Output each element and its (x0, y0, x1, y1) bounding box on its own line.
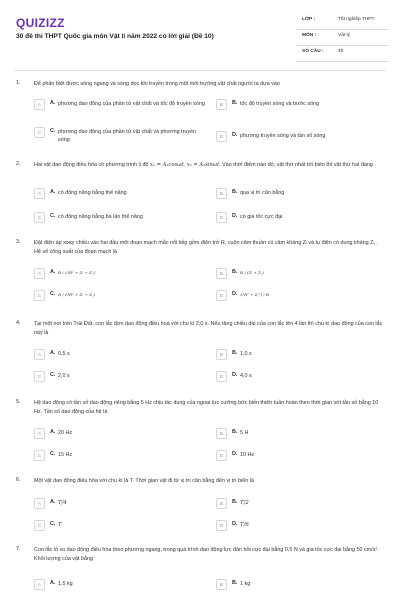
option-d[interactable] (216, 447, 386, 465)
formula: R / (Zₗ + Z꜀) (240, 270, 264, 275)
option-b[interactable] (216, 425, 386, 443)
option-key: A. (50, 189, 56, 195)
option-a[interactable] (34, 265, 204, 283)
option-a[interactable] (34, 346, 204, 364)
option-key: D. (232, 451, 238, 457)
option-letter-box: D (216, 450, 227, 461)
option-key: B. (232, 350, 238, 356)
option-letter-box: B (216, 349, 227, 360)
option-d[interactable] (216, 128, 386, 146)
option-text: 5 H (240, 430, 249, 436)
question-text: Con lắc lò xo dao động điều hòa theo phương ngang, trong quá trình dao động lực đàn hồi cực đại bằng 0,5 N và gia tốc cực đại bằng 50 cm/s². Khối lượng của vật bằng (34, 547, 379, 562)
option-b[interactable] (216, 265, 386, 283)
option-letter-box: D (216, 520, 227, 531)
option-key: C. (50, 291, 56, 297)
formula: T/4 (58, 500, 67, 506)
option-letter-box: A (34, 268, 45, 279)
question-number: 6. (16, 477, 21, 483)
option-letter-box: A (34, 99, 45, 110)
option-text: tốc độ truyền sóng và bước sóng (240, 101, 320, 107)
class-label: LỚP : (302, 17, 316, 22)
option-key: B. (232, 429, 238, 435)
option-letter-box: A (34, 498, 45, 509)
option-b[interactable] (216, 346, 386, 364)
option-key: A. (50, 269, 56, 275)
question-text: Để phân biệt được sóng ngang và sóng dọc khi truyền trong một môi trường vật chất người ta dựa vào (34, 81, 280, 87)
option-c[interactable] (34, 209, 204, 227)
option-b[interactable] (216, 96, 386, 114)
option-key: C. (50, 128, 56, 134)
option-letter-box: C (34, 520, 45, 531)
quizizz-logo: QUIZIZZ (16, 16, 65, 30)
option-letter-box: B (216, 428, 227, 439)
question-text: Hệ dao động có tần số dao động riêng bằng 5 Hz chịu tác dụng của ngoại lực cưỡng bức biến thiên tuần hoàn theo thời gian với tần số bằng 10 Hz. Tần số dao động của hệ là (34, 400, 379, 415)
option-d[interactable] (216, 209, 386, 227)
option-text: 4,0 s (240, 373, 252, 379)
question-number: 7. (16, 546, 21, 552)
option-d[interactable] (216, 368, 386, 386)
formula: R / √(R² + Zₗ + Z꜀) (58, 292, 95, 297)
option-letter-box: D (216, 290, 227, 301)
option-a[interactable] (34, 185, 204, 203)
option-a[interactable] (34, 425, 204, 443)
option-key: C. (50, 213, 56, 219)
option-key: D. (232, 291, 238, 297)
option-letter-box: D (216, 131, 227, 142)
option-letter-box: C (34, 371, 45, 382)
question-number: 2. (16, 161, 21, 167)
meta-info (296, 14, 388, 62)
option-letter-box: C (34, 212, 45, 223)
formula: T/2 (240, 500, 249, 506)
option-text: phương dao động của phần tử vật chất và phương truyền sóng (58, 129, 197, 144)
option-key: B. (232, 189, 238, 195)
question-text: Tại một nơi trên Trái Đất, con lắc đơn dao động điều hoà với chu kì 2,0 s. Nếu tăng chiều dài của con lắc lên 4 lần thì chu kì dao động của con lắc này là (34, 321, 383, 336)
meta-row-subject (296, 30, 388, 46)
option-letter-box: C (34, 290, 45, 301)
option-letter-box: B (216, 99, 227, 110)
option-d[interactable] (216, 287, 386, 305)
question-text: Hai vật dao động điều hòa có phương trình li độ x₁ = A₁cosωt, x₂ = A₂sinωt. Vào thời điểm nào đó, vật thứ nhất tới biên thì vật thứ hai đang (34, 162, 373, 168)
question-count-label: SỐ CÂU : (302, 49, 324, 54)
option-key: B. (232, 499, 238, 505)
question-number: 3. (16, 239, 21, 245)
option-text: có gia tốc cực đại (240, 214, 283, 220)
option-text: qua vị trí cân bằng (240, 190, 285, 196)
question-number: 1. (16, 80, 21, 86)
option-text: 1,5 kg (58, 581, 73, 587)
option-text: 1 kg (240, 581, 251, 587)
option-text: có động năng bằng thế năng (58, 190, 127, 196)
formula: T (58, 522, 62, 528)
option-text: 15 Hz (58, 452, 73, 458)
question-text: Một vật dao động điều hòa với chu kì là T. Thời gian vật đi từ vị trí cân bằng đến vị trí biên là (34, 478, 254, 484)
option-letter-box: D (216, 371, 227, 382)
option-key: D. (232, 372, 238, 378)
option-a[interactable] (34, 495, 204, 513)
option-c[interactable] (34, 124, 204, 142)
option-text: 0,5 s (58, 351, 70, 357)
option-key: C. (50, 451, 56, 457)
option-key: A. (50, 350, 56, 356)
option-letter-box: B (216, 188, 227, 199)
class-value: Tốt nghiệp THPT (338, 17, 375, 22)
option-text: 10 Hz (240, 452, 255, 458)
option-c[interactable] (34, 447, 204, 465)
formula: T/6 (240, 522, 249, 528)
header-divider (14, 70, 386, 71)
option-key: B. (232, 580, 238, 586)
subject-label: MÔN : (302, 33, 317, 38)
option-letter-box: B (216, 268, 227, 279)
option-letter-box: A (34, 188, 45, 199)
option-letter-box: D (216, 212, 227, 223)
option-key: D. (232, 521, 238, 527)
option-text: 20 Hz (58, 430, 73, 436)
option-key: A. (50, 580, 56, 586)
meta-row-count (296, 46, 388, 62)
option-key: D. (232, 132, 238, 138)
option-a[interactable] (34, 576, 204, 594)
option-key: B. (232, 269, 238, 275)
option-text: phương dao động của phần tử vật chất và tốc độ truyền sóng (58, 101, 205, 107)
option-text: phương truyền sóng và tần số sóng (240, 133, 326, 139)
option-letter-box: A (34, 349, 45, 360)
option-text: có động năng bằng ba lần thế năng (58, 214, 143, 220)
option-b[interactable] (216, 495, 386, 513)
formula: R / √(R² + Zₗ − Z꜀) (58, 270, 95, 275)
option-key: B. (232, 100, 238, 106)
document-title: 30 đề thi THPT Quốc gia môn Vật lí năm 2022 có lời giải (Đề 10) (16, 33, 214, 40)
question-count-value: 40 (338, 49, 344, 54)
equation: x₁ = A₁cosωt, x₂ = A₂sinωt (149, 162, 220, 168)
option-text: 1,0 s (240, 351, 252, 357)
option-key: A. (50, 100, 56, 106)
option-text: 2,0 s (58, 373, 70, 379)
option-d[interactable] (216, 517, 386, 535)
document-header (0, 0, 400, 66)
option-letter-box: C (34, 127, 45, 138)
option-c[interactable] (34, 368, 204, 386)
option-letter-box: B (216, 579, 227, 590)
option-letter-box: A (34, 428, 45, 439)
question-number: 5. (16, 399, 21, 405)
option-letter-box: B (216, 498, 227, 509)
option-key: A. (50, 429, 56, 435)
option-key: C. (50, 372, 56, 378)
option-letter-box: C (34, 450, 45, 461)
option-key: A. (50, 499, 56, 505)
option-b[interactable] (216, 185, 386, 203)
meta-row-class (296, 14, 388, 30)
subject-value: Vật lý (338, 33, 350, 38)
option-c[interactable] (34, 287, 204, 305)
option-c[interactable] (34, 517, 204, 535)
option-b[interactable] (216, 576, 386, 594)
option-a[interactable] (34, 96, 204, 114)
option-key: C. (50, 521, 56, 527)
question-number: 4. (16, 320, 21, 326)
question-text: Đặt điện áp xoay chiều vào hai đầu một đoạn mạch mắc nối tiếp gồm điện trở R, cuộn cảm thuần có cảm kháng Zₗ và tụ điện có dung kháng Z꜀ . Hệ số công suất của đoạn mạch là (34, 240, 379, 255)
option-key: D. (232, 213, 238, 219)
formula: √(R² + Z꜀²) / R (240, 292, 269, 297)
option-letter-box: A (34, 579, 45, 590)
